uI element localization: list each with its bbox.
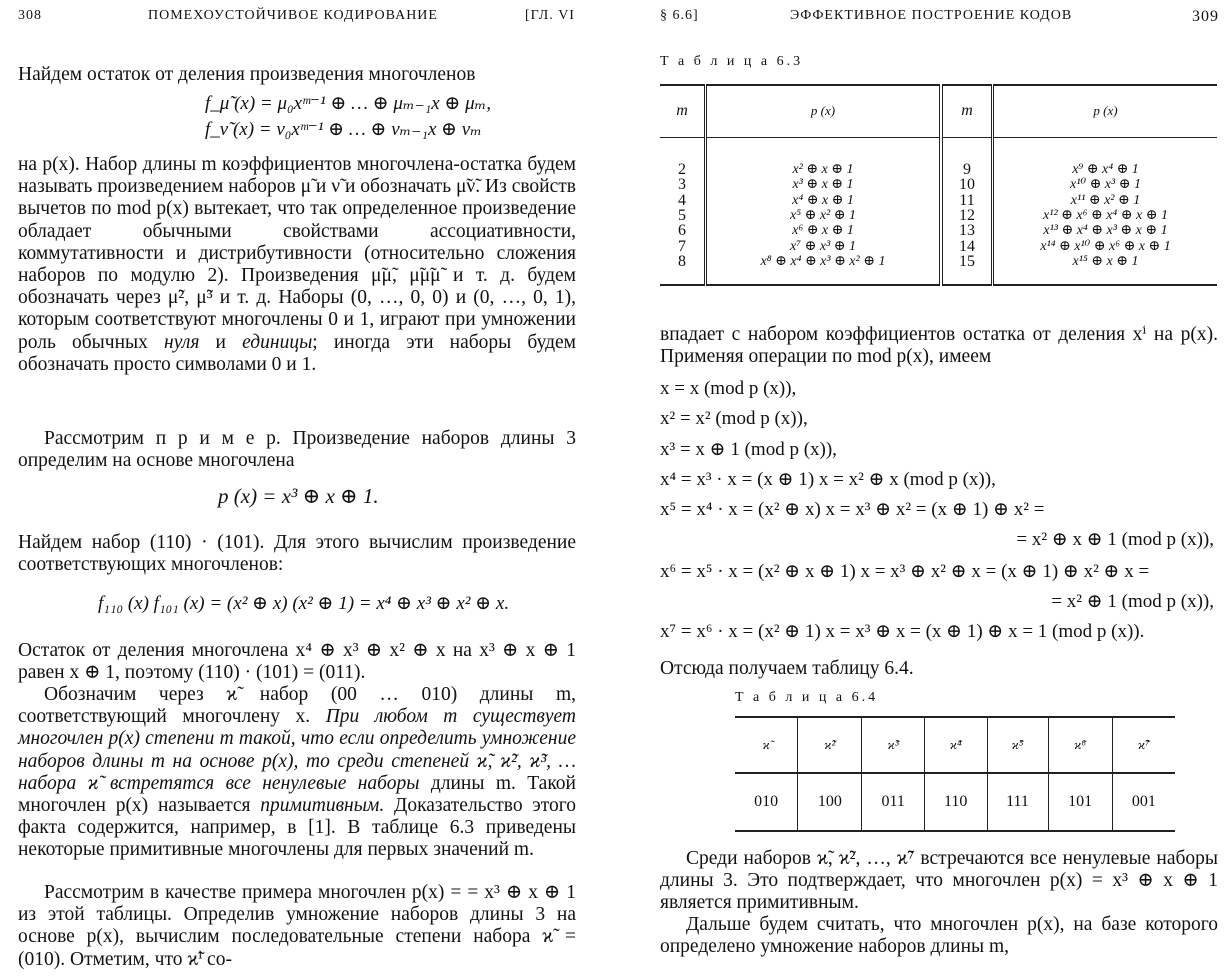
table-cell-m: 10 — [959, 176, 975, 194]
table-cell: 111 — [987, 773, 1048, 831]
formula: f₁₁₀ (x) f₁₀₁ (x) = (x² ⊕ x) (x² ⊕ 1) = x⁴ ⊕ x³ ⊕ x² ⊕ x. — [98, 593, 510, 614]
table-cell-m: 7 — [678, 237, 686, 255]
equation-line: x³ = x ⊕ 1 (mod p (x)), — [660, 439, 837, 460]
table-cell-polynomial: x¹¹ ⊕ x² ⊕ 1 — [1070, 192, 1141, 208]
table-cell-polynomial: x⁸ ⊕ x⁴ ⊕ x³ ⊕ x² ⊕ 1 — [760, 254, 886, 270]
paragraph: Обозначим через ϰ̃ набор (00 … 010) длины m, соответствующий многочлену x. При любом m существует многочлен p(x) степени m такой, что если определить умножение наборов длины m на основе p(x), то среди степеней ϰ̃, ϰ̃², ϰ̃³, … набора ϰ̃ встретятся все ненулевые наборы длины m. Такой многочлен p(x) называется примитивным. Доказательство этого факта содержится, например, в [1]. В таблице 6.3 приведены некоторые примитивные многочлены для первых значений m. — [18, 684, 577, 861]
paragraph: Найдем остаток от деления произведения многочленов — [18, 64, 476, 85]
table-cell-polynomial: x³ ⊕ x ⊕ 1 — [792, 177, 854, 193]
table-cell-m: 8 — [678, 253, 686, 271]
table-cell-polynomial: x² ⊕ x ⊕ 1 — [792, 161, 854, 177]
page-number: 308 — [18, 8, 42, 23]
table-cell-m: 4 — [678, 191, 686, 209]
table-cell-m: 9 — [963, 160, 971, 178]
table-cell: 010 — [735, 773, 798, 831]
equation-line: x⁵ = x⁴ · x = (x² ⊕ x) x = x³ ⊕ x² = (x ⊕ 1) ⊕ x² = — [660, 499, 1045, 520]
table-cell-m: 15 — [959, 253, 975, 271]
table-cell: 110 — [924, 773, 987, 831]
table-cell-m: 11 — [959, 191, 975, 209]
left-page — [0, 0, 600, 976]
table-header: m — [660, 85, 706, 137]
table-6-4 — [735, 716, 1175, 832]
equation-line: x = x (mod p (x)), — [660, 378, 797, 399]
paragraph: Рассмотрим в качестве примера многочлен p(x) = = x³ ⊕ x ⊕ 1 из этой таблицы. Определив умножение наборов длины 3 на основе p(x), вычислим последовательные степени набора ϰ̃ = (010). Отметим, что ϰ̃ⁱ со- — [18, 882, 576, 970]
table-header: ϰ̃⁷ — [1137, 737, 1150, 752]
paragraph: Отсюда получаем таблицу 6.4. — [660, 658, 914, 679]
table-6-3 — [660, 84, 1217, 286]
table-cell-polynomial: x¹⁴ ⊕ x¹⁰ ⊕ x⁶ ⊕ x ⊕ 1 — [1040, 238, 1171, 254]
equation-line: x⁴ = x³ · x = (x ⊕ 1) x = x² ⊕ x (mod p (x)), — [660, 469, 996, 490]
table-cell-polynomial: x⁵ ⊕ x² ⊕ 1 — [790, 208, 856, 224]
table-header: m — [941, 85, 993, 137]
table-cell-polynomial: x¹³ ⊕ x⁴ ⊕ x³ ⊕ x ⊕ 1 — [1043, 223, 1168, 239]
table-header: ϰ̃⁶ — [1048, 717, 1112, 773]
table-header: ϰ̃ — [735, 717, 798, 773]
equation-line: = x² ⊕ 1 (mod p (x)), — [1051, 591, 1214, 612]
equation-line: x⁶ = x⁵ · x = (x² ⊕ x ⊕ 1) x = x³ ⊕ x² ⊕ x = (x ⊕ 1) ⊕ x² ⊕ x = — [660, 561, 1150, 582]
table-cell-m: 14 — [959, 237, 975, 255]
paragraph: Среди наборов ϰ̃, ϰ̃², …, ϰ̃⁷ встречаются все ненулевые наборы длины 3. Это подтверждает, что многочлен p(x) = x³ ⊕ x ⊕ 1 является примитивным. — [660, 848, 1218, 914]
table-header: ϰ̃² — [798, 717, 862, 773]
table-caption: Т а б л и ц а 6.3 — [660, 54, 804, 69]
formula: f_ν̃ (x) = ν₀xᵐ⁻¹ ⊕ … ⊕ νₘ₋₁x ⊕ νₘ — [205, 119, 482, 140]
formula: p (x) = x³ ⊕ x ⊕ 1. — [218, 484, 379, 508]
table-header: ϰ̃³ — [862, 717, 925, 773]
paragraph: Найдем набор (110) · (101). Для этого вычислим произведение соответствующих многочленов: — [18, 532, 576, 576]
equation-line: x² = x² (mod p (x)), — [660, 408, 808, 429]
running-title: ПОМЕХОУСТОЙЧИВОЕ КОДИРОВАНИЕ — [148, 8, 438, 23]
page-number: 309 — [1192, 8, 1219, 25]
table-cell-m: 13 — [959, 222, 975, 240]
table-cell: 101 — [1048, 773, 1112, 831]
table-header: ϰ̃⁴ — [924, 717, 987, 773]
running-title: ЭФФЕКТИВНОЕ ПОСТРОЕНИЕ КОДОВ — [790, 8, 1073, 23]
table-cell-m: 6 — [678, 222, 686, 240]
table-header: ϰ̃⁵ — [987, 717, 1048, 773]
paragraph: Рассмотрим п р и м е р. Произведение наборов длины 3 определим на основе многочлена — [18, 428, 576, 472]
paragraph: Дальше будем считать, что многочлен p(x), на базе которого определено умножение наборов длины m, — [660, 914, 1218, 958]
table-caption: Т а б л и ц а 6.4 — [735, 690, 879, 705]
table-header: p (x) — [706, 85, 942, 137]
chapter-label: [ГЛ. VI — [525, 8, 575, 23]
paragraph: Остаток от деления многочлена x⁴ ⊕ x³ ⊕ x² ⊕ x на x³ ⊕ x ⊕ 1 равен x ⊕ 1, поэтому (110) · (101) = (011). — [18, 640, 576, 684]
right-page — [615, 0, 1232, 976]
table-cell-m: 3 — [678, 176, 686, 194]
table-cell-polynomial: x⁷ ⊕ x³ ⊕ 1 — [790, 238, 856, 254]
table-cell-m: 2 — [678, 160, 686, 178]
table-cell-polynomial: x⁹ ⊕ x⁴ ⊕ 1 — [1072, 161, 1139, 177]
table-cell-m: 5 — [678, 207, 686, 225]
table-cell-polynomial: x¹⁰ ⊕ x³ ⊕ 1 — [1070, 177, 1141, 193]
section-label: § 6.6] — [660, 8, 699, 23]
paragraph: впадает с набором коэффициентов остатка от деления xⁱ на p(x). Применяя операции по mod p(x), имеем — [660, 324, 1218, 368]
paragraph: на p(x). Набор длины m коэффициентов многочлена-остатка будем называть произведением наборов μ̃ и ν̃ и обозначать μ̃ν̃. Из свойств вычетов по mod p(x) вытекает, что так определенное произведение обладает обычными свойствами ассоциативности, коммутативности и дистрибутивности (относительно сложения наборов по модулю 2). Произведения μ̃μ̃, μ̃μ̃μ̃ и т. д. будем обозначать через μ̃², μ̃³ и т. д. Наборы (0, …, 0, 0) и (0, …, 0, 1), которым соответствуют многочлены 0 и 1, играют при умножении роль обычных нуля и единицы; иногда эти наборы будем обозначать просто символами 0 и 1. — [18, 154, 577, 375]
table-header: p (x) — [1093, 103, 1118, 119]
equation-line: = x² ⊕ x ⊕ 1 (mod p (x)), — [1016, 529, 1214, 550]
table-cell: 001 — [1131, 793, 1156, 810]
table-cell: 100 — [798, 773, 862, 831]
table-cell-polynomial: x¹² ⊕ x⁶ ⊕ x⁴ ⊕ x ⊕ 1 — [1043, 208, 1168, 224]
formula: f_μ̃ (x) = μ₀xᵐ⁻¹ ⊕ … ⊕ μₘ₋₁x ⊕ μₘ, — [205, 93, 492, 114]
table-cell-polynomial: x⁴ ⊕ x ⊕ 1 — [792, 192, 854, 208]
table-cell-polynomial: x⁶ ⊕ x ⊕ 1 — [792, 223, 854, 239]
table-cell-polynomial: x¹⁵ ⊕ x ⊕ 1 — [1072, 254, 1139, 270]
table-cell-m: 12 — [959, 207, 975, 225]
equation-line: x⁷ = x⁶ · x = (x² ⊕ 1) x = x³ ⊕ x = (x ⊕ 1) ⊕ x = 1 (mod p (x)). — [660, 621, 1145, 642]
table-cell: 011 — [862, 773, 925, 831]
